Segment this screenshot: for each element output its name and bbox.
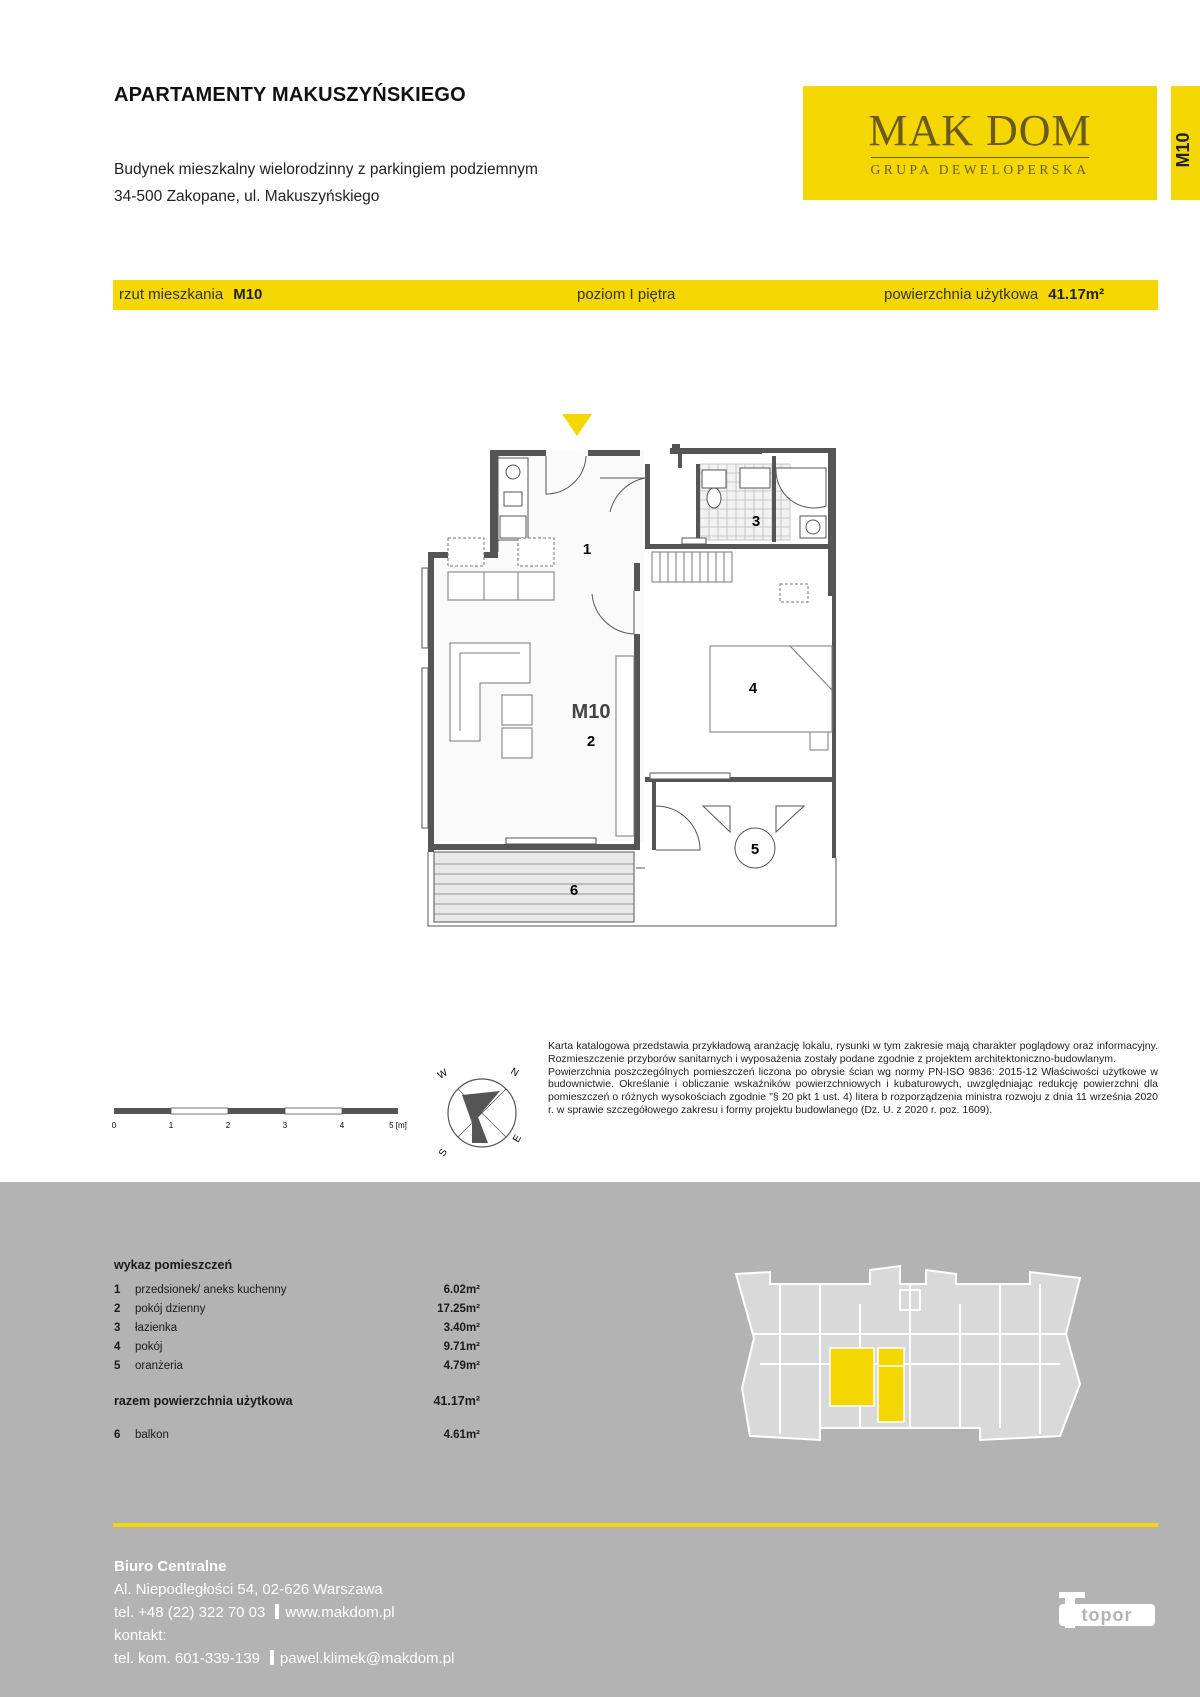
winter-garden-furniture [703,806,804,868]
list-item: 1 przedsionek/ aneks kuchenny 6.02m² [114,1284,480,1296]
scale-tick: 4 [339,1121,345,1130]
room-4-number: 4 [748,680,758,697]
office-phone: tel. +48 (22) 322 70 03 [114,1604,266,1621]
plan-label: rzut mieszkania M10 [119,286,263,303]
website-link[interactable]: www.makdom.pl [285,1604,395,1621]
subtitle-line-2: 34-500 Zakopane, ul. Makuszyńskiego [114,188,380,205]
scale-tick: 0 [111,1121,117,1130]
level-label: poziom I piętra [577,286,676,303]
key-plan [730,1264,1090,1454]
floor-plan [420,408,850,928]
office-address: Al. Niepodległości 54, 02-626 Warszawa [114,1581,383,1598]
room-2-number: 2 [586,733,596,750]
room-1-number: 1 [582,541,592,558]
compass-icon [432,1063,532,1163]
room-6-number: 6 [569,882,579,899]
scale-tick: 3 [282,1121,288,1130]
area-label: powierzchnia użytkowa 41.17m² [884,286,1105,303]
logo-subtitle: GRUPA DEWELOPERSKA [871,157,1090,178]
unit-label: M10 [571,701,611,723]
makdom-logo [803,86,1157,200]
tv-cabinet [616,656,634,836]
mobile-phone: tel. kom. 601-339-139 [114,1650,260,1667]
compass-e: E [511,1133,524,1145]
list-item: 2 pokój dzienny 17.25m² [114,1303,480,1315]
compass-n: N [508,1066,521,1080]
email-link[interactable]: pawel.klimek@makdom.pl [279,1650,455,1667]
list-item: 4 pokój 9.71m² [114,1341,480,1353]
list-item: 5 oranżeria 4.79m² [114,1360,480,1372]
side-tab-label: M10 [1173,132,1193,168]
scale-tick: 1 [168,1121,174,1130]
key-plan-highlight [878,1348,904,1366]
room-list [114,1258,480,1448]
topor-logo-text: topor [1081,1605,1133,1625]
room-list-heading: wykaz pomieszczeń [114,1258,233,1272]
compass-w: W [436,1067,450,1082]
disclaimer-paragraph: Powierzchnia poszczególnych pomieszczeń liczona po obrysie ścian wg normy PN-ISO 9836: 2015-12 Właściwości użytkowe w budownictwie. Określanie i obliczanie wskaźników powierzchniowych i kubaturowych, uwzględniając redukcję powierzchni dla pomieszczeń o różnych wysokościach zgodnie "§ 20 pkt 1 ust. 4) litera b rozporządzenia ministra rozwoju z dnia 11 września 2020 r. w sprawie szczegółowego zakresu i formy projektu budowlanego (Dz. U. z 2020 r. poz. 1609). [548,1065,1158,1116]
list-item: 3 łazienka 3.40m² [114,1322,480,1334]
key-plan-highlight [830,1348,874,1406]
disclaimer [548,1040,1158,1117]
plan-value: M10 [233,286,263,303]
scale-tick: 5 [m] [389,1121,407,1130]
contact-label: kontakt: [114,1627,167,1644]
area-value: 41.17m² [1048,286,1105,303]
entrance-arrow-icon [562,414,592,436]
total-area-row: razem powierzchnia użytkowa 41.17m² [114,1394,480,1408]
disclaimer-paragraph: Karta katalogowa przedstawia przykładową aranżację lokalu, rysunki w tym zakresie mają charakter poglądowy oraz informacyjny. Rozmieszczenie przyborów sanitarnych i wyposażenia zostały podane zgodnie z projektem architektoniczno-budowlanym. [548,1040,1158,1065]
compass-s: S [437,1147,450,1159]
balcony-row: 6 balkon 4.61m² [114,1429,480,1441]
room-3-number: 3 [751,513,761,530]
logo-name: MAK DOM [868,105,1092,155]
scale-tick: 2 [225,1121,231,1130]
room-5-number: 5 [750,841,760,858]
subtitle-line-1: Budynek mieszkalny wielorodzinny z parkingiem podziemnym [114,161,538,178]
topor-logo [1055,1588,1159,1636]
contact-line [114,1647,454,1670]
office-phone-line [114,1601,454,1624]
building-description [114,156,538,210]
page-title: APARTAMENTY MAKUSZYŃSKIEGO [114,84,466,106]
office-heading: Biuro Centralne [114,1558,227,1575]
scale-bar [111,1108,414,1138]
divider [113,1523,1158,1527]
office-contact [114,1555,454,1670]
info-bar [113,280,1158,310]
kitchen-unit [498,458,528,540]
bedroom-furniture [652,552,832,750]
